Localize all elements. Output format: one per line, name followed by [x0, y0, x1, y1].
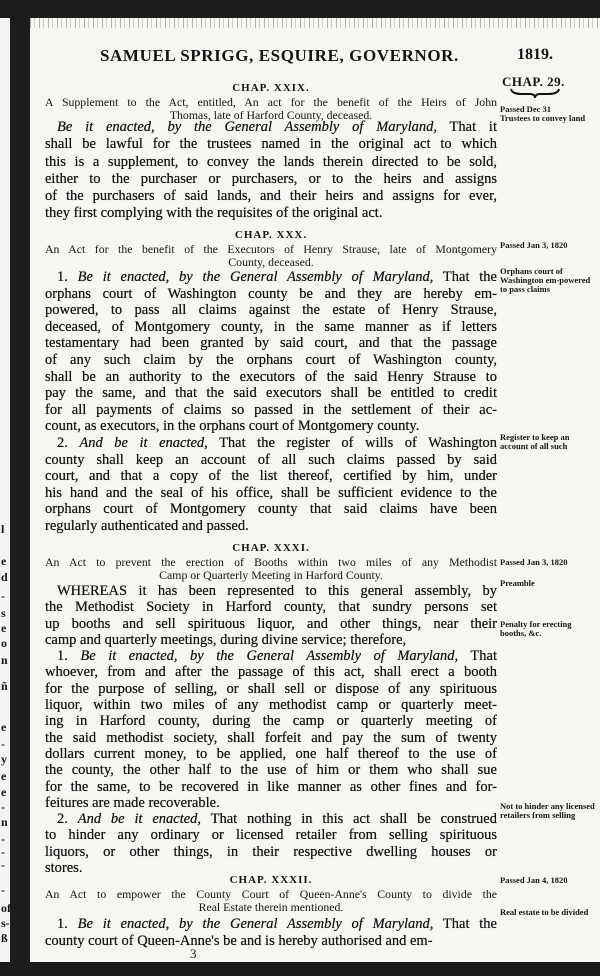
text-line [45, 583, 497, 599]
fragment-letter: - [1, 799, 5, 814]
fragment-letter: - [1, 831, 5, 846]
text-segment: 1. [57, 269, 78, 285]
text-segment: That nothing in this act shall be construed [201, 811, 497, 828]
text-line: shall be lawful for the trustees named in the original act to which [45, 136, 497, 153]
fragment-letter: e [1, 784, 7, 799]
text-line: count, as executors, in the orphans court of Montgomery county. [45, 418, 420, 435]
fragment-letter: e [1, 621, 7, 636]
title-line: An Act to empower the County Court of Queen-Anne's County to divide the [45, 887, 497, 901]
enacting-clause: Be it enacted, by the General Assembly of Maryland, [77, 269, 434, 285]
enacting-clause: And be it enacted, [77, 811, 202, 828]
fragment-letter: s- [1, 915, 10, 930]
margin-note: Passed Jan 4, 1820 [500, 875, 568, 885]
text-segment: 2. [57, 811, 78, 828]
title-line: Thomas, late of Harford County, deceased. [169, 107, 373, 122]
fragment-letter: l [1, 522, 5, 537]
text-line: county court of Queen-Anne's be and is hereby authorised and em- [45, 933, 433, 949]
text-line: either to the purchaser or purchasers, or to the heirs and assigns [45, 170, 497, 187]
text-segment: 2. [57, 434, 80, 451]
margin-note: Penalty for erecting booths, &c. [500, 619, 572, 638]
fragment-letter: o [1, 636, 7, 651]
text-line: powered, to pass all claims against the estate of Henry Strause, [45, 302, 497, 319]
text-line: the Methodist Society in Harford county, that sundry persons set [45, 599, 497, 616]
chapter-heading: CHAP. XXXII. [229, 874, 313, 886]
text-line: court, and that a copy of the list thereof, certified by him, under [45, 468, 497, 485]
text-line: to hinder any ordinary or licensed retailer from selling spirituous [45, 827, 497, 844]
text-line: orphans court of Washington county be and they are hereby em- [45, 285, 497, 302]
text-line: of the purchasers of said lands, and their heirs and assigns for ever, [45, 188, 497, 205]
text-line: deceased, of Montgomery county, in the same manner as if letters [45, 318, 497, 335]
chapter-title [45, 243, 497, 268]
text-line [45, 811, 497, 827]
running-header-year: 1819. [517, 46, 553, 63]
fragment-letter: - [1, 844, 5, 859]
text-segment: 1. [57, 916, 78, 932]
brace-icon [510, 88, 560, 98]
margin-note: Passed Dec 31 [500, 104, 551, 114]
margin-note: Real estate to be divided [500, 907, 589, 917]
text-line [45, 119, 497, 136]
chapter-title [45, 888, 497, 913]
chapter-number: CHAP. 29. [502, 74, 565, 89]
text-line: regularly authenticated and passed. [45, 517, 249, 534]
margin-note: Trustees to convey land [500, 113, 586, 123]
text-line: pay the same, and that the said executors shall be entitled to credit [45, 385, 497, 402]
text-segment: it has been represented to this general assembly, by [127, 583, 497, 599]
chapter-title [45, 96, 497, 121]
text-line: of any such claim by the orphans court of Washington county, [45, 351, 497, 368]
fragment-letter: n [1, 653, 8, 668]
text-line: stores. [45, 860, 83, 877]
text-line: for the same, to be recovered in like manner as other fines and for- [45, 778, 497, 795]
text-line: camp and quarterly meetings, during divine service; therefore, [45, 631, 407, 648]
text-line: up booths and sell spirituous liquor, and other things, near their [45, 615, 497, 632]
title-line: Camp or Quarterly Meeting in Harford County. [159, 567, 383, 582]
text-segment: That the register of wills of Washington [207, 434, 497, 451]
scan-noise [30, 18, 600, 28]
title-line: An Act for the benefit of the Executors of Henry Strause, late of Montgomery [45, 242, 497, 256]
title-line: Real Estate therein mentioned. [198, 899, 344, 914]
text-line: dollars current money, to be applied, one half thereof to the use of [45, 745, 497, 762]
text-line: county shall keep an account of all such claims passed by said [45, 451, 497, 468]
fragment-letter: ñ [1, 679, 8, 694]
chapter-heading: CHAP. XXIX. [232, 82, 310, 94]
text-line: orphans court of Montgomery county that said claims have been [45, 501, 497, 518]
text-segment: That [458, 648, 497, 665]
text-segment: That the [433, 269, 497, 285]
text-segment: That it [437, 119, 497, 135]
text-line: the county, the other half to the use of him or them who shall sue [45, 762, 497, 779]
fragment-letter: - [1, 737, 5, 752]
text-line: liquors, or other things, in their respective dwelling houses or [45, 843, 497, 860]
chapter-title [45, 556, 497, 581]
page-number: 3 [190, 946, 197, 961]
text-segment: 1. [57, 648, 81, 665]
title-line: A Supplement to the Act, entitled, An act for the benefit of the Heirs of John [45, 95, 497, 109]
text-segment: That the [433, 916, 497, 932]
fragment-letter: e [1, 769, 7, 784]
chapter-body [45, 119, 497, 223]
fragment-letter: e [1, 720, 7, 734]
text-line: the said methodist society, shall forfeit and pay the sum of twenty [45, 729, 497, 746]
margin-note: Register to keep an account of all such [500, 432, 570, 451]
chapter-body [45, 583, 497, 876]
text-line [45, 269, 497, 286]
fragment-letter: - [1, 857, 5, 872]
margin-note: Orphans court of Washington em-powered to pass claims [500, 266, 591, 294]
fragment-letter: y [1, 752, 7, 767]
text-line: for all payments of claims so passed in the settlement of their ac- [45, 401, 497, 418]
chapter-heading: CHAP. XXX. [234, 229, 308, 241]
fragment-letter: ß [1, 930, 8, 945]
margin-note: Passed Jan 3, 1820 [500, 557, 568, 567]
fragment-letter: - [1, 588, 5, 603]
text-line: his hand and the seal of his office, shall be sufficient evidence to the [45, 484, 497, 501]
text-line: for the purpose of selling, or shall sell or dispose of any spirituous [45, 680, 497, 697]
text-line: feitures are made recoverable. [45, 794, 220, 811]
fragment-letter: of [1, 900, 11, 915]
text-segment: WHEREAS [57, 583, 128, 599]
fragment-letter: d [1, 569, 8, 584]
enacting-clause: Be it enacted, by the General Assembly of Maryland, [80, 648, 459, 665]
chapter-heading: CHAP. XXXI. [232, 542, 310, 554]
fragment-letter: e [1, 554, 7, 569]
margin-note: Not to hinder any licensed retailers from selling [500, 801, 595, 820]
enacting-clause: Be it enacted, by the General Assembly of Maryland, [57, 119, 438, 135]
text-line: liquor, within two miles of any methodist camp or quarterly meet- [45, 697, 497, 714]
chapter-body [45, 269, 497, 535]
running-header-title: SAMUEL SPRIGG, ESQUIRE, GOVERNOR. [100, 46, 459, 65]
text-line: whoever, from and after the passage of this act, shall erect a booth [45, 664, 497, 681]
text-line: they first complying with the requisites of the original act. [45, 205, 383, 222]
margin-note: Preamble [500, 578, 535, 588]
fragment-letter: - [1, 883, 5, 898]
text-line [45, 648, 497, 664]
margin-note: Passed Jan 3, 1820 [500, 240, 568, 250]
text-line [45, 916, 497, 933]
text-line: shall be an authority to the executors of the said Henry Strause to [45, 368, 497, 385]
enacting-clause: And be it enacted, [79, 434, 208, 451]
text-line [45, 435, 497, 452]
title-line: An Act to prevent the erection of Booths within two miles of any Methodist [45, 555, 497, 569]
fragment-letter: n [1, 814, 8, 829]
fragment-letter: s [1, 606, 6, 621]
chapter-body [45, 916, 497, 950]
text-line: this is a supplement, to convey the lands therein directed to be sold, [45, 153, 497, 170]
text-line: ing in Harford county, during the camp or quarterly meeting of [45, 713, 497, 730]
text-line: testamentary had been granted by said court, and that the passage [45, 335, 497, 352]
enacting-clause: Be it enacted, by the General Assembly of Maryland, [77, 916, 434, 932]
title-line: County, deceased. [228, 254, 314, 269]
